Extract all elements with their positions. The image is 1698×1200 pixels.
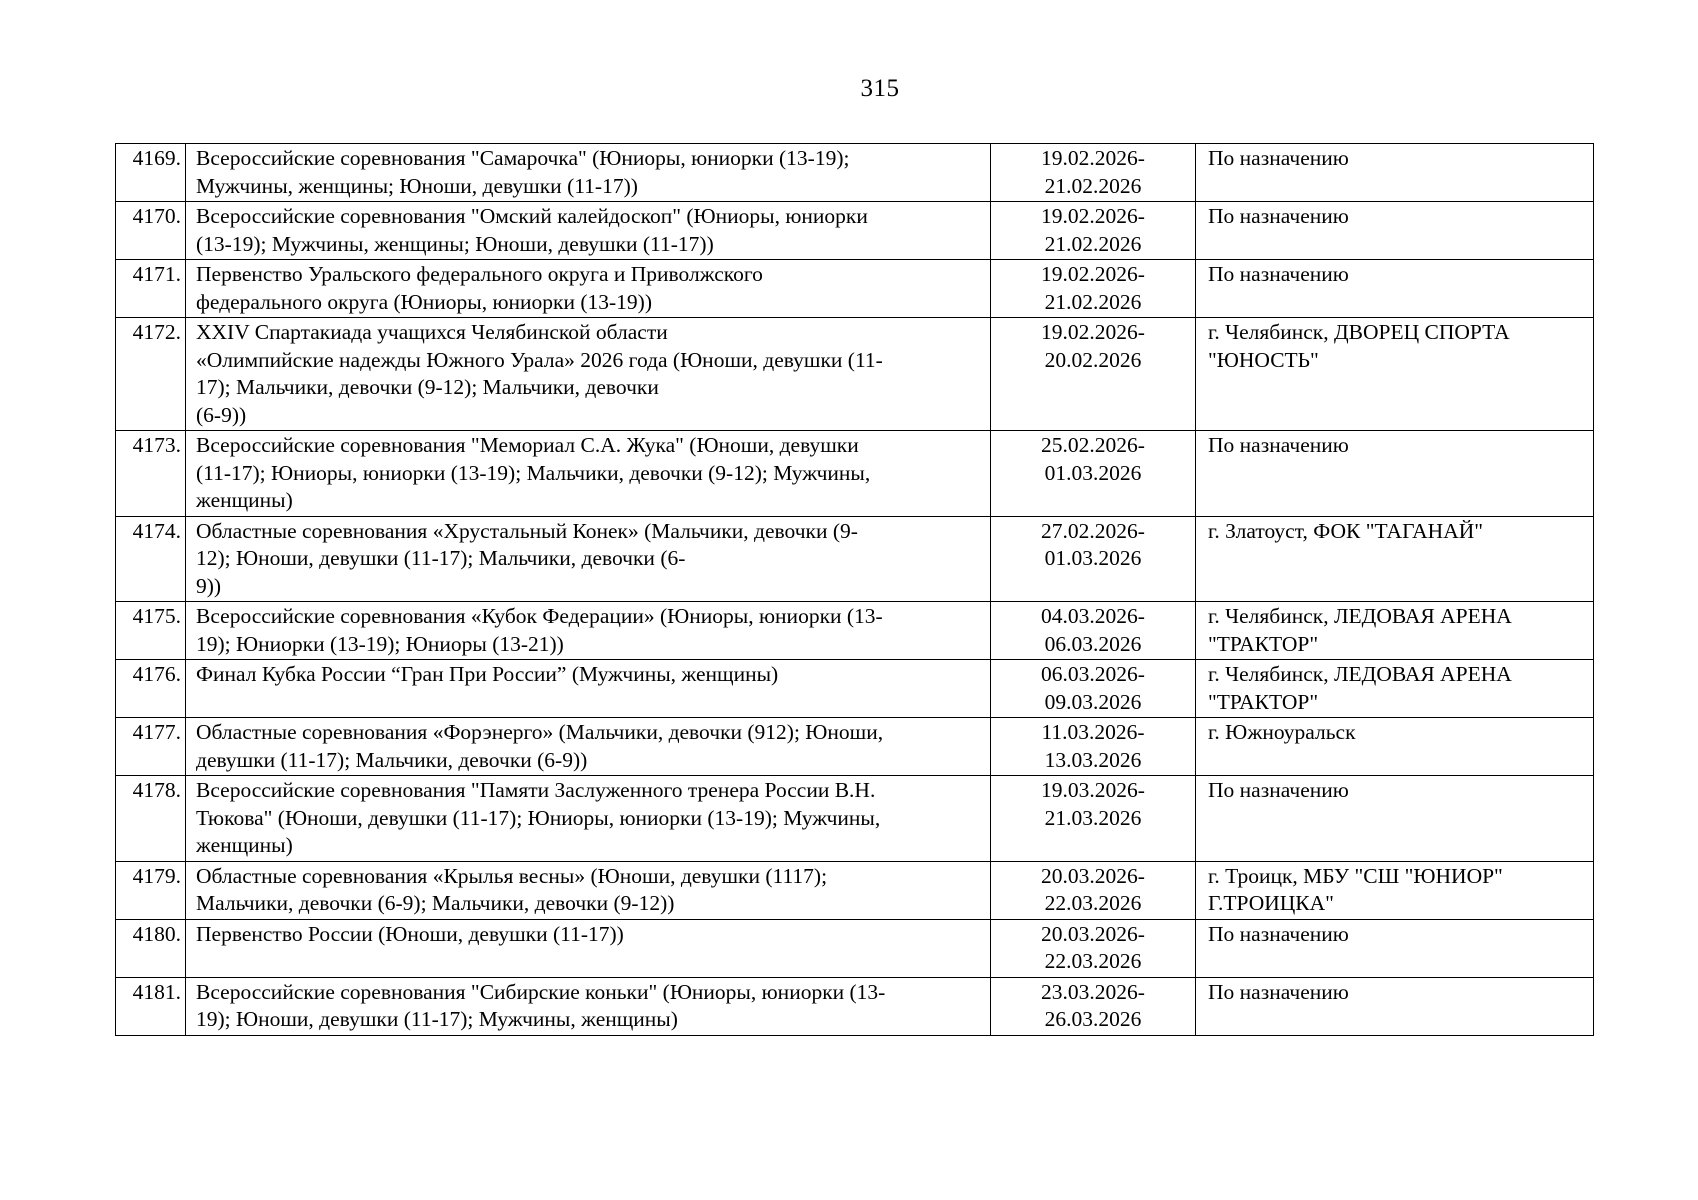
table-row [116, 776, 1594, 862]
events-table-body [116, 144, 1594, 1036]
event-dates: 25.02.2026- 01.03.2026 [991, 431, 1196, 517]
event-number: 4181. [116, 977, 186, 1035]
table-row [116, 602, 1594, 660]
event-dates: 19.02.2026- 21.02.2026 [991, 144, 1196, 202]
event-place: г. Троицк, МБУ "СШ "ЮНИОР" Г.ТРОИЦКА" [1196, 861, 1594, 919]
event-number: 4179. [116, 861, 186, 919]
event-number: 4175. [116, 602, 186, 660]
table-row [116, 919, 1594, 977]
event-place: г. Челябинск, ЛЕДОВАЯ АРЕНА "ТРАКТОР" [1196, 660, 1594, 718]
event-place: По назначению [1196, 431, 1594, 517]
event-number: 4178. [116, 776, 186, 862]
event-dates: 04.03.2026- 06.03.2026 [991, 602, 1196, 660]
event-name: Областные соревнования «Форэнерго» (Мальчики, девочки (912); Юноши, девушки (11-17); Мальчики, девочки (6-9)) [186, 718, 991, 776]
event-number: 4177. [116, 718, 186, 776]
table-row [116, 660, 1594, 718]
event-name: Областные соревнования «Хрустальный Конек» (Мальчики, девочки (9- 12); Юноши, девушки (11-17); Мальчики, девочки (6- 9)) [186, 516, 991, 602]
table-row [116, 977, 1594, 1035]
event-number: 4171. [116, 260, 186, 318]
table-row [116, 861, 1594, 919]
event-place: По назначению [1196, 260, 1594, 318]
event-name: Финал Кубка России “Гран При России” (Мужчины, женщины) [186, 660, 991, 718]
event-name: Всероссийские соревнования "Сибирские коньки" (Юниоры, юниорки (13- 19); Юноши, девушки (11-17); Мужчины, женщины) [186, 977, 991, 1035]
table-row [116, 718, 1594, 776]
event-dates: 11.03.2026- 13.03.2026 [991, 718, 1196, 776]
event-place: По назначению [1196, 919, 1594, 977]
event-place: По назначению [1196, 977, 1594, 1035]
event-place: По назначению [1196, 202, 1594, 260]
event-dates: 06.03.2026- 09.03.2026 [991, 660, 1196, 718]
event-name: Всероссийские соревнования «Кубок Федерации» (Юниоры, юниорки (13- 19); Юниорки (13-19); Юниоры (13-21)) [186, 602, 991, 660]
event-number: 4180. [116, 919, 186, 977]
event-number: 4169. [116, 144, 186, 202]
event-dates: 19.02.2026- 20.02.2026 [991, 318, 1196, 431]
event-place: По назначению [1196, 776, 1594, 862]
event-dates: 19.03.2026- 21.03.2026 [991, 776, 1196, 862]
event-place: По назначению [1196, 144, 1594, 202]
event-name: Всероссийские соревнования "Мемориал С.А. Жука" (Юноши, девушки (11-17); Юниоры, юниорки (13-19); Мальчики, девочки (9-12); Мужчины, женщины) [186, 431, 991, 517]
table-row [116, 318, 1594, 431]
event-name: Первенство России (Юноши, девушки (11-17)) [186, 919, 991, 977]
event-name: Всероссийские соревнования "Памяти Заслуженного тренера России В.Н. Тюкова" (Юноши, девушки (11-17); Юниоры, юниорки (13-19); Мужчины, женщины) [186, 776, 991, 862]
table-row [116, 144, 1594, 202]
event-dates: 19.02.2026- 21.02.2026 [991, 202, 1196, 260]
event-number: 4176. [116, 660, 186, 718]
event-name: Областные соревнования «Крылья весны» (Юноши, девушки (1117); Мальчики, девочки (6-9); Мальчики, девочки (9-12)) [186, 861, 991, 919]
event-place: г. Златоуст, ФОК "ТАГАНАЙ" [1196, 516, 1594, 602]
table-row [116, 202, 1594, 260]
event-place: г. Челябинск, ЛЕДОВАЯ АРЕНА "ТРАКТОР" [1196, 602, 1594, 660]
event-number: 4174. [116, 516, 186, 602]
event-dates: 20.03.2026- 22.03.2026 [991, 861, 1196, 919]
event-number: 4170. [116, 202, 186, 260]
event-place: г. Челябинск, ДВОРЕЦ СПОРТА "ЮНОСТЬ" [1196, 318, 1594, 431]
table-row [116, 516, 1594, 602]
event-dates: 23.03.2026- 26.03.2026 [991, 977, 1196, 1035]
event-name: Первенство Уральского федерального округа и Приволжского федерального округа (Юниоры, юниорки (13-19)) [186, 260, 991, 318]
page-number: 315 [860, 75, 900, 102]
event-number: 4173. [116, 431, 186, 517]
table-row [116, 431, 1594, 517]
event-name: XXIV Спартакиада учащихся Челябинской области «Олимпийские надежды Южного Урала» 2026 года (Юноши, девушки (11- 17); Мальчики, девочки (9-12); Мальчики, девочки (6-9)) [186, 318, 991, 431]
event-name: Всероссийские соревнования "Омский калейдоскоп" (Юниоры, юниорки (13-19); Мужчины, женщины; Юноши, девушки (11-17)) [186, 202, 991, 260]
event-dates: 19.02.2026- 21.02.2026 [991, 260, 1196, 318]
event-place: г. Южноуральск [1196, 718, 1594, 776]
event-dates: 20.03.2026- 22.03.2026 [991, 919, 1196, 977]
table-row [116, 260, 1594, 318]
event-name: Всероссийские соревнования "Самарочка" (Юниоры, юниорки (13-19); Мужчины, женщины; Юноши, девушки (11-17)) [186, 144, 991, 202]
events-table [115, 143, 1594, 1036]
event-dates: 27.02.2026- 01.03.2026 [991, 516, 1196, 602]
event-number: 4172. [116, 318, 186, 431]
